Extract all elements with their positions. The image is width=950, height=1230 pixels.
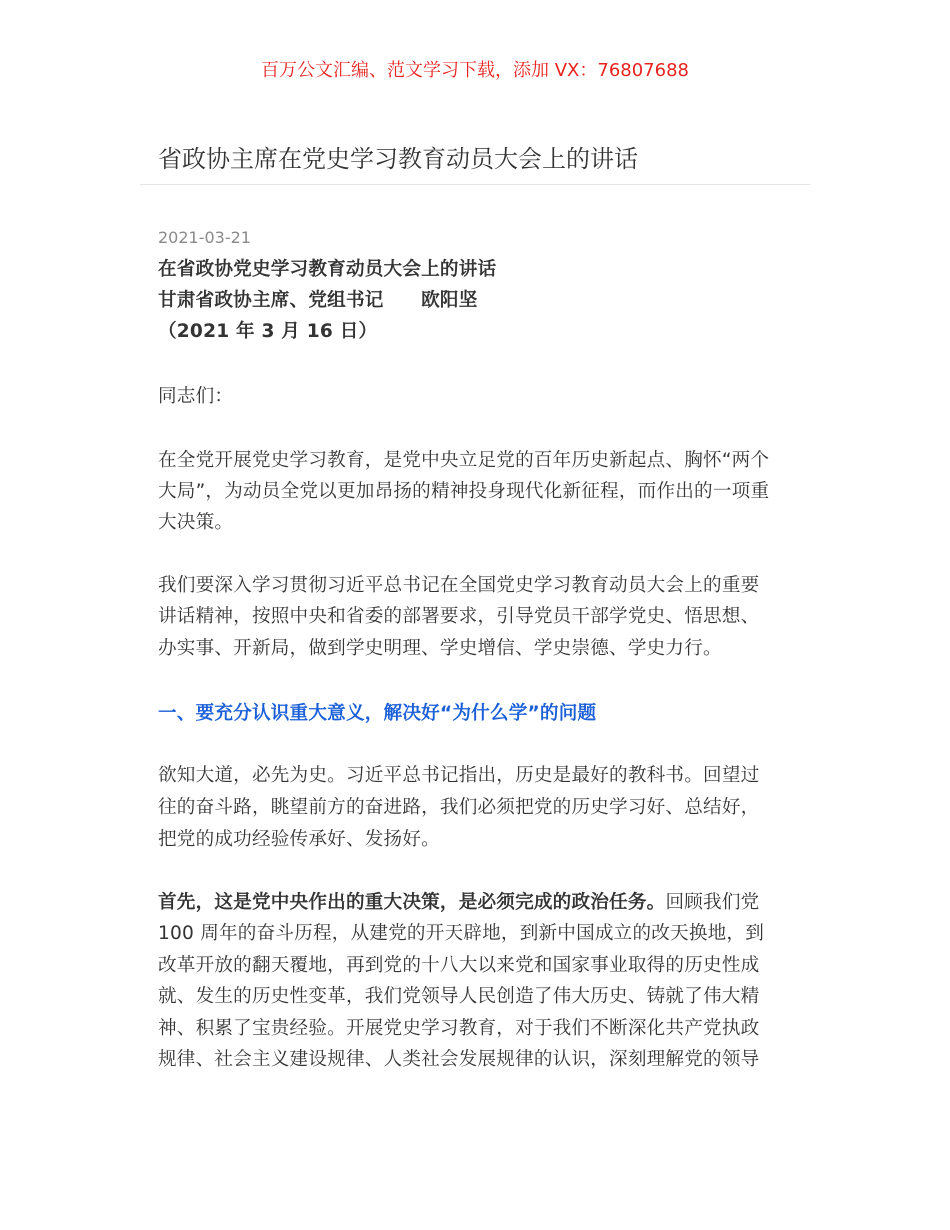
speech-title: 在省政协党史学习教育动员大会上的讲话 <box>158 259 497 280</box>
publish-date: 2021-03-21 <box>158 228 251 247</box>
paragraph-line: 100 周年的奋斗历程，从建党的开天辟地，到新中国成立的改天换地，到 <box>158 923 765 944</box>
paragraph-line <box>158 887 759 918</box>
speech-date: （2021 年 3 月 16 日） <box>158 321 378 342</box>
paragraph-line: 大决策。 <box>158 512 234 533</box>
paragraph-text: 回顾我们党 <box>665 892 760 913</box>
paragraph-line: 规律、社会主义建设规律、人类社会发展规律的认识，深刻理解党的领导 <box>158 1049 760 1070</box>
speaker-line: 甘肃省政协主席、党组书记 欧阳坚 <box>158 290 478 311</box>
paragraph-line: 大局”，为动员全党以更加昂扬的精神投身现代化新征程，而作出的一项重 <box>158 481 770 502</box>
paragraph-line: 往的奋斗路，眺望前方的奋进路，我们必须把党的历史学习好、总结好， <box>158 797 760 818</box>
paragraph-line: 就、发生的历史性变革，我们党领导人民创造了伟大历史、铸就了伟大精 <box>158 986 760 1007</box>
bold-lead: 首先，这是党中央作出的重大决策，是必须完成的政治任务。 <box>158 892 666 913</box>
paragraph-line: 神、积累了宝贵经验。开展党史学习教育，对于我们不断深化共产党执政 <box>158 1018 760 1039</box>
section-heading: 一、要充分认识重大意义，解决好“为什么学”的问题 <box>158 703 597 724</box>
paragraph-line: 我们要深入学习贯彻习近平总书记在全国党史学习教育动员大会上的重要 <box>158 575 760 596</box>
greeting: 同志们： <box>158 386 234 407</box>
divider <box>140 184 810 185</box>
paragraph-line: 在全党开展党史学习教育，是党中央立足党的百年历史新起点、胸怀“两个 <box>158 450 770 471</box>
paragraph-line: 办实事、开新局，做到学史明理、学史增信、学史崇德、学史力行。 <box>158 638 722 659</box>
paragraph-line: 欲知大道，必先为史。习近平总书记指出，历史是最好的教科书。回望过 <box>158 765 760 786</box>
page-title: 省政协主席在党史学习教育动员大会上的讲话 <box>158 145 638 173</box>
paragraph-line: 改革开放的翻天覆地，再到党的十八大以来党和国家事业取得的历史性成 <box>158 955 760 976</box>
paragraph-line: 讲话精神，按照中央和省委的部署要求，引导党员干部学党史、悟思想、 <box>158 606 760 627</box>
watermark-banner: 百万公文汇编、范文学习下载，添加 VX：76807688 <box>261 60 689 81</box>
paragraph-line: 把党的成功经验传承好、发扬好。 <box>158 829 440 850</box>
